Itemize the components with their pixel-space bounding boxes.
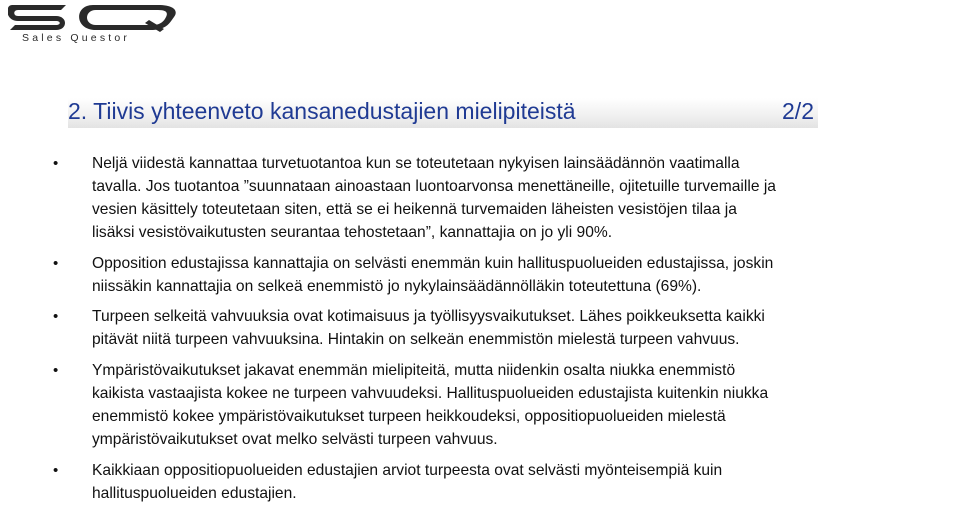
bullet-dot: • bbox=[53, 362, 59, 380]
bullet-item bbox=[52, 253, 957, 299]
bullet-line: vesien käsittely toteutetaan siten, että se ei heikennä turvemaiden läheisten vesistöjen tilaa ja bbox=[92, 200, 737, 218]
bullet-line: pitävät niitä turpeen vahvuuksina. Hintakin on selkeän enemmistön mielestä turpeen vahvuus. bbox=[92, 331, 740, 349]
sales-questor-logo bbox=[8, 2, 183, 46]
bullet-line: niissäkin kannattajia on selkeä enemmistö jo nykylainsäädännölläkin toteutettuna (69%). bbox=[92, 277, 702, 295]
summary-bullet-list bbox=[52, 153, 957, 514]
bullet-dot: • bbox=[53, 461, 59, 479]
bullet-line: Ympäristövaikutukset jakavat enemmän mielipiteitä, mutta niidenkin osalta niukka enemmistö bbox=[92, 362, 736, 380]
slide-title: 2. Tiivis yhteenveto kansanedustajien mielipiteistä bbox=[68, 98, 576, 124]
bullet-item bbox=[52, 306, 957, 352]
bullet-line: hallituspuolueiden edustajien. bbox=[92, 484, 297, 502]
bullet-dot: • bbox=[53, 308, 59, 326]
bullet-item bbox=[52, 153, 957, 245]
bullet-line: Turpeen selkeitä vahvuuksia ovat kotimaisuus ja työllisyysvaikutukset. Lähes poikkeuksetta kaikki bbox=[92, 308, 765, 326]
page-indicator: 2/2 bbox=[782, 98, 814, 124]
bullet-line: ympäristövaikutukset ovat melko selvästi turpeen vahvuus. bbox=[92, 430, 498, 448]
bullet-line: tavalla. Jos tuotantoa ”suunnataan ainoastaan luontoarvonsa menettäneille, ojitetuille turvemaille ja bbox=[92, 177, 776, 195]
logo-wordmark: Sales Questor bbox=[22, 32, 131, 44]
bullet-line: lisäksi vesistövaikutusten seurantaa tehostetaan”, kannattajia on jo yli 90%. bbox=[92, 223, 613, 241]
bullet-line: kaikista vastaajista kokee ne turpeen vahvuudeksi. Hallituspuolueiden edustajista kuitenkin niukka bbox=[92, 385, 769, 403]
bullet-line: Opposition edustajissa kannattajia on selvästi enemmän kuin hallituspuolueiden edustajissa, joskin bbox=[92, 254, 774, 272]
bullet-item bbox=[52, 360, 957, 452]
bullet-line: Kaikkiaan oppositiopuolueiden edustajien arviot turpeesta ovat selvästi myönteisempiä kuin bbox=[92, 461, 723, 479]
bullet-dot: • bbox=[53, 254, 59, 272]
bullet-dot: • bbox=[53, 155, 59, 172]
slide-title-bar bbox=[68, 98, 818, 128]
bullet-line: enemmistö kokee ympäristövaikutukset turpeen heikkoudeksi, oppositiopuolueiden mielestä bbox=[92, 408, 726, 426]
bullet-line: Neljä viidestä kannattaa turvetuotantoa kun se toteutetaan nykyisen lainsäädännön vaatimalla bbox=[92, 155, 740, 172]
